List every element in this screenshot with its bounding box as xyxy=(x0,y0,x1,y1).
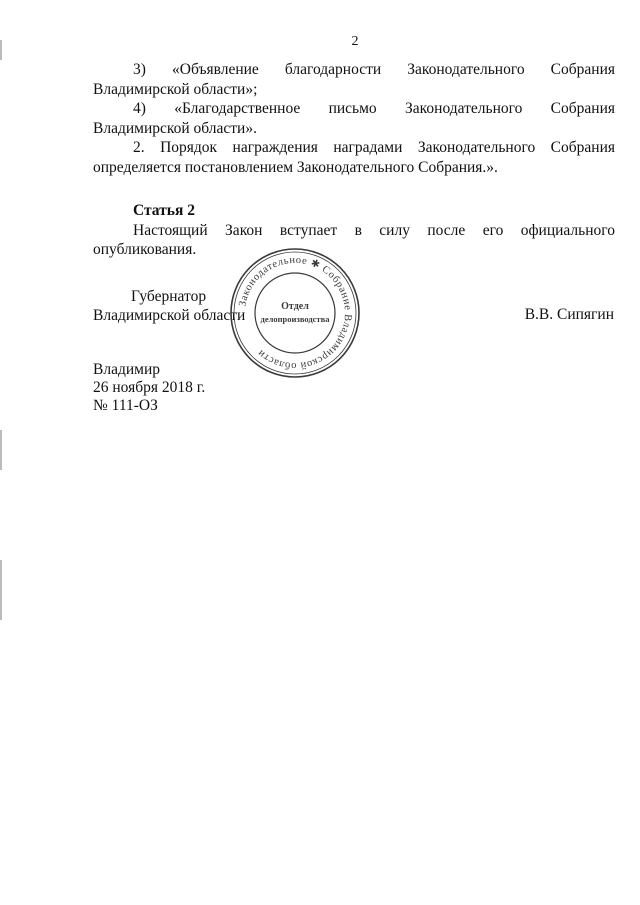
official-stamp xyxy=(228,246,362,380)
scan-edge-marks xyxy=(0,0,4,905)
article-2-text: Настоящий Закон вступает в силу после его официального опубликования. xyxy=(93,221,615,258)
law-number: № 111-ОЗ xyxy=(93,397,158,414)
page-number: 2 xyxy=(351,34,359,49)
spacer xyxy=(93,177,615,201)
signatory-name: В.В. Сипягин xyxy=(524,306,614,323)
paragraph-award-procedure: 2. Порядок награждения наградами Законодательного Собрания определяется постановлением Законодательного Собрания.». xyxy=(93,139,615,176)
stamp-center-line-1: Отдел xyxy=(281,301,309,312)
stamp-outer-ring xyxy=(231,249,359,377)
stamp-outer-ring-thin xyxy=(234,252,356,374)
stamp-ring-text: Законодательное ✱ Собрание Владимирской области xyxy=(237,254,354,372)
signing-city: Владимир xyxy=(93,361,160,378)
governor-title: Губернатор xyxy=(131,288,207,305)
paragraph-item-4: 4) «Благодарственное письмо Законодательного Собрания Владимирской области». xyxy=(93,100,615,137)
document-meta xyxy=(93,361,205,415)
signature-title xyxy=(93,287,245,325)
paragraph-item-3: 3) «Объявление благодарности Законодательного Собрания Владимирской области»; xyxy=(93,61,615,98)
region-name: Владимирской области xyxy=(93,307,246,324)
stamp-center-line-2: делопроизводства xyxy=(260,314,330,324)
article-2-heading: Статья 2 xyxy=(133,202,195,219)
signing-date: 26 ноября 2018 г. xyxy=(93,379,206,396)
document-body xyxy=(93,60,615,260)
stamp-inner-ring xyxy=(255,273,335,353)
